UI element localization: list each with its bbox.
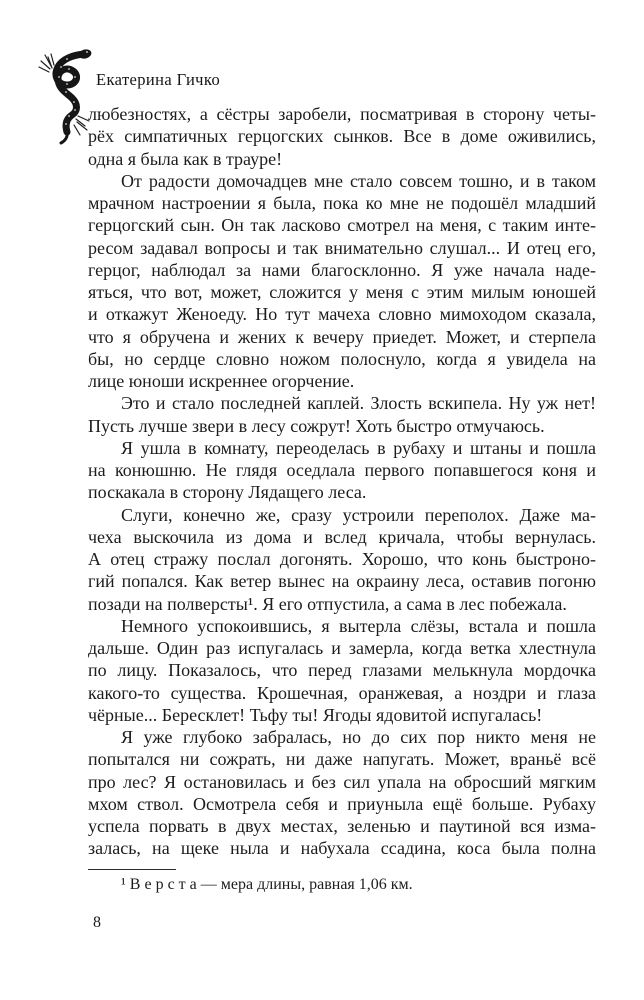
- author-name: Екатерина Гичко: [96, 70, 221, 89]
- text-line: лице юноши искреннее огорчение.: [88, 371, 355, 391]
- paragraph: [88, 170, 596, 393]
- footnote: ¹ В е р с т а — мера длины, равная 1,06 км.: [121, 876, 413, 893]
- text-line: Слуги, конечно же, сразу устроили переполох. Даже ма-: [121, 504, 596, 525]
- text-line: бы, но сердце словно ножом полоснуло, когда я увидела на: [88, 348, 596, 369]
- text-line: чеха выскочила из дома и вслед кричала, чтобы вернулась.: [88, 526, 596, 547]
- text-line: про лес? Я остановилась и без сил упала на обросший мягким: [88, 771, 596, 792]
- text-line: мрачном настроении я была, пока ко мне не подошёл младший: [88, 193, 596, 213]
- text-line: дальше. Один раз испугалась и замерла, когда ветка хлестнула: [88, 638, 596, 658]
- text-line: мхом ствол. Осмотрела себя и приуныла ещё больше. Рубаху: [88, 793, 596, 814]
- paragraph: [88, 504, 596, 615]
- text-line: А отец стражу послал догонять. Хорошо, что конь быстроно-: [88, 549, 596, 569]
- text-line: яться, что вот, может, сложится у меня с этим милым юношей: [88, 282, 596, 302]
- paragraph: [88, 615, 596, 726]
- text-line: Я уже глубоко забралась, но до сих пор никто меня не: [121, 727, 596, 747]
- text-line: Немного успокоившись, я вытерла слёзы, встала и пошла: [121, 615, 596, 636]
- text-line: успела порвать в двух местах, зеленью и паутиной вся изма-: [88, 816, 596, 836]
- text-line: любезностях, а сёстры заробели, посматривая в сторону четы-: [88, 104, 596, 124]
- text-line: попытался ни сожрать, ни даже напугать. Может, враньё всё: [88, 749, 596, 770]
- text-line: позади на полверсты¹. Я его отпустила, а сама в лес побежала.: [88, 593, 567, 614]
- text-line: одна я была как в трауре!: [88, 148, 283, 169]
- paragraph: [88, 392, 596, 437]
- text-line: по лицу. Показалось, что перед глазами мелькнула мордочка: [88, 660, 596, 681]
- text-line: рёх симпатичных герцогских сынков. Все в доме оживились,: [88, 126, 596, 147]
- text-line: и откажут Женоеду. Но тут мачеха словно мимоходом сказала,: [88, 304, 596, 325]
- text-line: герцог, наблюдал за нами благосклонно. Я уже начала наде-: [88, 259, 596, 280]
- text-line: залась, на щеке ныла и набухала ссадина, коса была полна: [88, 838, 596, 859]
- text-line: Пусть лучше звери в лесу сожрут! Хоть быстро отмучаюсь.: [88, 415, 545, 436]
- text-line: гий попался. Как ветер вынес на окраину леса, оставив погоню: [88, 571, 596, 592]
- footnote-divider: [88, 869, 176, 870]
- text-line: какого-то существа. Крошечная, оранжевая, а ноздри и глаза: [88, 682, 596, 703]
- body-text: [88, 103, 596, 860]
- text-line: Это и стало последней каплей. Злость вскипела. Ну уж нет!: [121, 393, 596, 414]
- text-line: герцогский сын. Он так ласково смотрел на меня, с таким инте-: [88, 215, 596, 236]
- text-line: что я обручена и жених к вечеру приедет. Может, и стерпела: [88, 326, 596, 347]
- text-line: ресом задавал вопросы и так внимательно слушал... И отец его,: [88, 237, 596, 258]
- text-line: на конюшню. Не глядя оседлала первого попавшегося коня и: [88, 460, 596, 480]
- text-line: Я ушла в комнату, переоделась в рубаху и штаны и пошла: [121, 437, 596, 458]
- paragraph: [88, 726, 596, 860]
- text-line: От радости домочадцев мне стало совсем тошно, и в таком: [121, 170, 596, 191]
- paragraph: [88, 103, 596, 170]
- text-line: поскакала в сторону Лядащего леса.: [88, 482, 367, 503]
- paragraph: [88, 437, 596, 504]
- page-number: 8: [93, 914, 101, 931]
- text-line: чёрные... Бересклет! Тьфу ты! Ягоды ядовитой испугалась!: [88, 704, 543, 725]
